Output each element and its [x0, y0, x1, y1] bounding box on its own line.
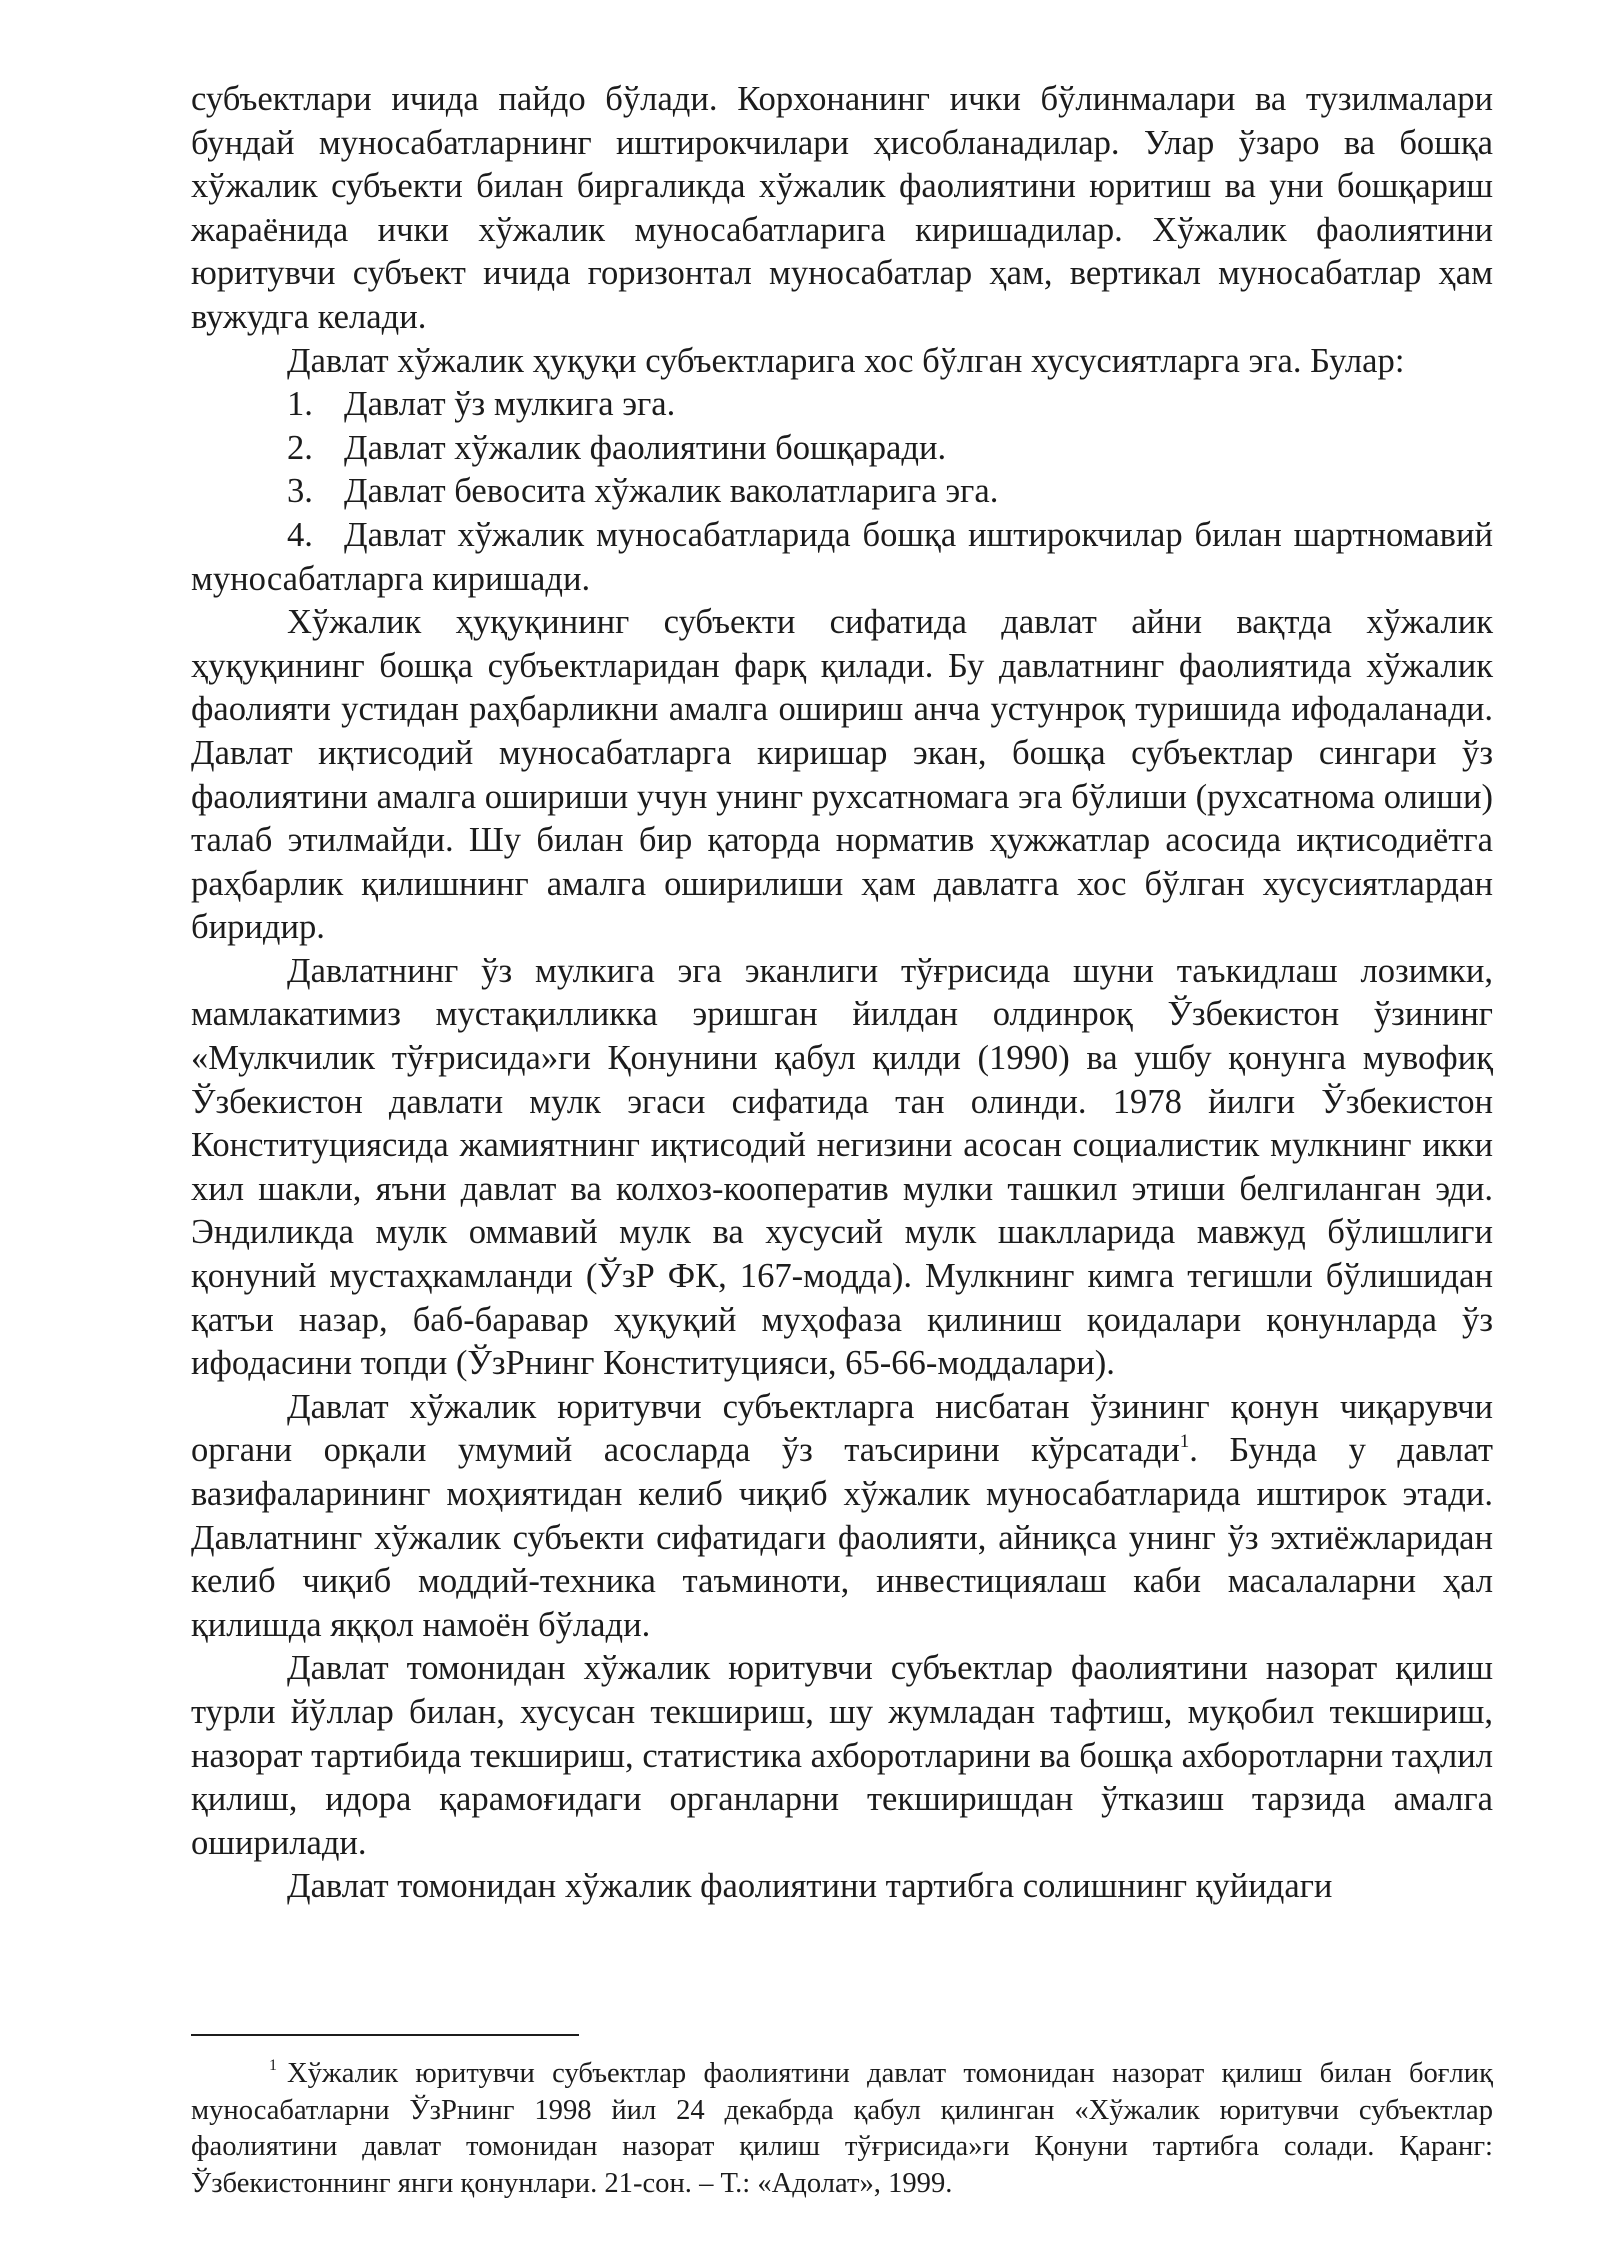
- list-item-text: Давлат бевосита хўжалик ваколатларига эга.: [344, 472, 999, 511]
- list-item-text: Давлат хўжалик муносабатларида бошқа иштирокчилар билан шартномавий муносабатларга киришади.: [191, 515, 1493, 598]
- list-item-number: 2.: [287, 428, 313, 467]
- list-item-number: 3.: [287, 472, 313, 511]
- paragraph-2: Давлат хўжалик ҳуқуқи субъектларига хос бўлган хусусиятларга эга. Булар:: [287, 341, 1405, 380]
- paragraph-5: [191, 1386, 1493, 1648]
- paragraph-5-text-start: Давлат хўжалик юритувчи субъектларга нисбатан ўзининг қонун чиқарувчи органи орқали умумий асосларда ўз таъсирини кўрсатади: [191, 1387, 1493, 1470]
- footnote: [191, 2056, 1493, 2202]
- numbered-list: [191, 383, 1493, 601]
- paragraph-6: Давлат томонидан хўжалик юритувчи субъектлар фаолиятини назорат қилиш турли йўллар билан, хусусан текшириш, шу жумладан тафтиш, муқобил текшириш, назорат тартибида текшириш, статистика ахборотларини ва бошқа ахборотларни таҳлил қилиш, идора қарамоғидаги органларни текширишдан ўтказиш тарзида амалга оширилади.: [191, 1649, 1493, 1862]
- paragraph-4: Давлатнинг ўз мулкига эга эканлиги тўғрисида шуни таъкидлаш лозимки, мамлакатимиз мустақилликка эришган йилдан олдинроқ Ўзбекистон ўзининг «Мулкчилик тўғрисида»ги Қонунини қабул қилди (1990) ва ушбу қонунга мувофиқ Ўзбекистон давлати мулк эгаси сифатида тан олинди. 1978 йилги Ўзбекистон Конституциясида жамиятнинг иқтисодий негизини асосан социалистик мулкнинг икки хил шакли, яъни давлат ва колхоз-кооператив мулки ташкил этиши белгиланган эди. Эндиликда мулк оммавий мулк ва хусусий мулк шаклларида мавжуд бўлишлиги қонуний мустаҳкамланди (ЎзР ФК, 167-модда). Мулкнинг кимга тегишли бўлишидан қатъи назар, баб-баравар ҳуқуқий муҳофаза қилиниш қоидалари қонунларда ўз ифодасини топди (ЎзРнинг Конституцияси, 65-66-моддалари).: [191, 951, 1493, 1383]
- footnote-text: Хўжалик юритувчи субъектлар фаолиятини давлат томонидан назорат қилиш билан боғлиқ муносабатларни ЎзРнинг 1998 йил 24 декабрда қабул қилинган «Хўжалик юритувчи субъектлар фаолиятини давлат томонидан назорат қилиш тўғрисида»ги Қонуни тартибга солади. Қаранг: Ўзбекистоннинг янги қонунлари. 21-сон. – Т.: «Адолат», 1999.: [191, 2058, 1493, 2199]
- list-item: [191, 514, 1493, 601]
- footnote-separator: [191, 2034, 579, 2036]
- paragraph-3: Хўжалик ҳуқуқининг субъекти сифатида давлат айни вақтда хўжалик ҳуқуқининг бошқа субъектларидан фарқ қилади. Бу давлатнинг фаолиятида хўжалик фаолияти устидан раҳбарликни амалга ошириш анча устунроқ туришида ифодаланади. Давлат иқтисодий муносабатларга киришар экан, бошқа субъектлар сингари ўз фаолиятини амалга ошириши учун унинг рухсатномага эга бўлиши (рухсатнома олиши) талаб этилмайди. Шу билан бир қаторда норматив ҳужжатлар асосида иқтисодиётга раҳбарлик қилишнинг амалга оширилиши ҳам давлатга хос бўлган хусусиятлардан биридир.: [191, 603, 1493, 947]
- paragraph-5-text-end: . Бунда у давлат вазифаларининг моҳиятидан келиб чиқиб хўжалик муносабатларида иштирок этади. Давлатнинг хўжалик субъекти сифатидаги фаолияти, айниқса унинг ўз эхтиёжларидан келиб чиқиб моддий-техника таъминоти, инвестициялаш каби масалаларни ҳал қилишда яққол намоён бўлади.: [191, 1431, 1493, 1644]
- paragraph-7: Давлат томонидан хўжалик фаолиятини тартибга солишнинг қуйидаги: [287, 1867, 1333, 1906]
- list-item: [191, 427, 1493, 471]
- list-item: [191, 383, 1493, 427]
- footnote-reference[interactable]: 1: [1179, 1431, 1190, 1453]
- paragraph-1: субъектлари ичида пайдо бўлади. Корхонанинг ички бўлинмалари ва тузилмалари бундай муносабатларнинг иштирокчилари ҳисобланадилар. Улар ўзаро ва бошқа хўжалик субъекти билан биргаликда хўжалик фаолиятини юритиш ва уни бошқариш жараёнида ички хўжалик муносабатларига киришадилар. Хўжалик фаолиятини юритувчи субъект ичида горизонтал муносабатлар ҳам, вертикал муносабатлар ҳам вужудга келади.: [191, 80, 1493, 336]
- footnote-marker: 1: [269, 2057, 277, 2074]
- list-item-number: 4.: [287, 515, 313, 554]
- list-item-text: Давлат хўжалик фаолиятини бошқаради.: [344, 428, 947, 467]
- list-item-text: Давлат ўз мулкига эга.: [344, 385, 676, 424]
- document-page: [191, 78, 1493, 1909]
- list-item-number: 1.: [287, 385, 313, 424]
- list-item: [191, 470, 1493, 514]
